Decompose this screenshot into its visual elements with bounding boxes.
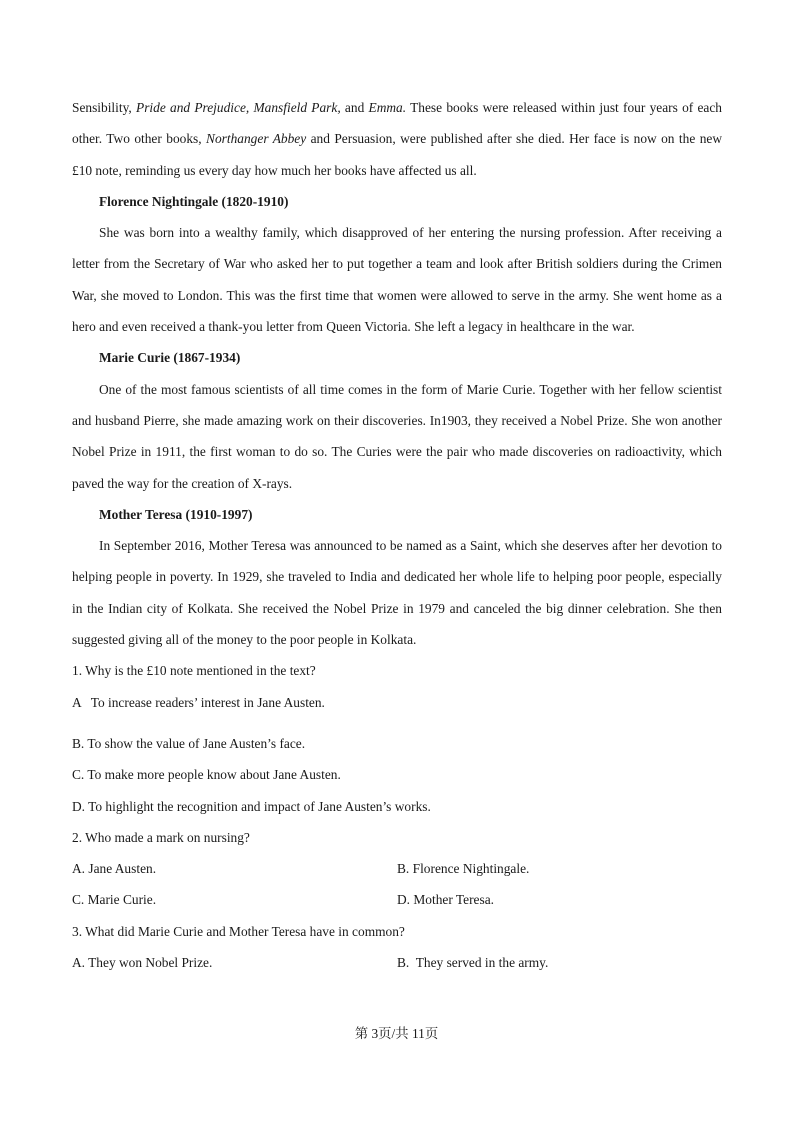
question-2-option-c: C. Marie Curie. bbox=[72, 892, 157, 908]
intro-paragraph bbox=[72, 92, 722, 186]
section-heading-teresa: Mother Teresa (1910-1997) bbox=[99, 506, 253, 522]
section-body-teresa: In September 2016, Mother Teresa was announced to be named as a Saint, which she deserves after her devotion to helping people in poverty. In 1929, she traveled to India and dedicated her whole life to helping poor people, especially in the Indian city of Kolkata. She received the Nobel Prize in 1979 and canceled the big dinner celebration. She then suggested giving all of the money to the poor people in Kolkata. bbox=[72, 538, 722, 648]
book-title-1: Pride and Prejudice, Mansfield Park, bbox=[136, 100, 341, 115]
section-body-nightingale: She was born into a wealthy family, which disapproved of her entering the nursing profession. After receiving a letter from the Secretary of War who asked her to put together a team and look after British soldiers during the Crimen War, she moved to London. This was the first time that women were allowed to serve in the army. She went home as a hero and even received a thank-you letter from Queen Victoria. She left a legacy in healthcare in the war. bbox=[72, 225, 722, 335]
section-heading-nightingale: Florence Nightingale (1820-1910) bbox=[99, 193, 289, 209]
question-2-stem: 2. Who made a mark on nursing? bbox=[72, 829, 250, 845]
page-content bbox=[72, 92, 722, 978]
book-title-2: Emma. bbox=[368, 100, 407, 115]
question-3-options-row-1 bbox=[72, 947, 722, 978]
question-2-option-d: D. Mother Teresa. bbox=[397, 892, 494, 908]
question-3-option-a: A. They won Nobel Prize. bbox=[72, 955, 213, 971]
question-1-option-a: A To increase readers’ interest in Jane Austen. bbox=[72, 694, 325, 710]
intro-tail: and Persuasion, were published after she died. Her face is now on the new £10 note, reminding us every day how much her books have affected us all. bbox=[72, 131, 723, 178]
question-2-options-row-1 bbox=[72, 853, 722, 884]
intro-lead: Sensibility, bbox=[72, 100, 137, 115]
question-1-option-d: D. To highlight the recognition and impact of Jane Austen’s works. bbox=[72, 798, 431, 814]
spacer bbox=[72, 718, 722, 728]
intro-mid: These books were released within just four years of each other. Two other books, bbox=[72, 100, 723, 147]
question-3-stem: 3. What did Marie Curie and Mother Teresa have in common? bbox=[72, 923, 405, 939]
question-1-option-c: C. To make more people know about Jane Austen. bbox=[72, 767, 341, 783]
question-2-option-b: B. Florence Nightingale. bbox=[397, 861, 530, 877]
section-body-curie: One of the most famous scientists of all time comes in the form of Marie Curie. Together with her fellow scientist and husband Pierre, she made amazing work on their discoveries. In1903, they received a Nobel Prize. She won another Nobel Prize in 1911, the first woman to do so. The Curies were the pair who made discoveries on radioactivity, which paved the way for the creation of X-rays. bbox=[72, 381, 722, 491]
question-1-stem: 1. Why is the £10 note mentioned in the text? bbox=[72, 663, 316, 679]
question-1-option-b: B. To show the value of Jane Austen’s face. bbox=[72, 735, 306, 751]
question-2-option-a: A. Jane Austen. bbox=[72, 861, 157, 877]
page-number-footer: 第 3页/共 11页 bbox=[354, 1026, 439, 1041]
section-heading-curie: Marie Curie (1867-1934) bbox=[99, 350, 241, 366]
question-3-option-b: B. They served in the army. bbox=[397, 955, 549, 971]
intro-and: and bbox=[340, 100, 369, 115]
book-title-3: Northanger Abbey bbox=[206, 131, 307, 147]
question-2-options-row-2 bbox=[72, 884, 722, 915]
